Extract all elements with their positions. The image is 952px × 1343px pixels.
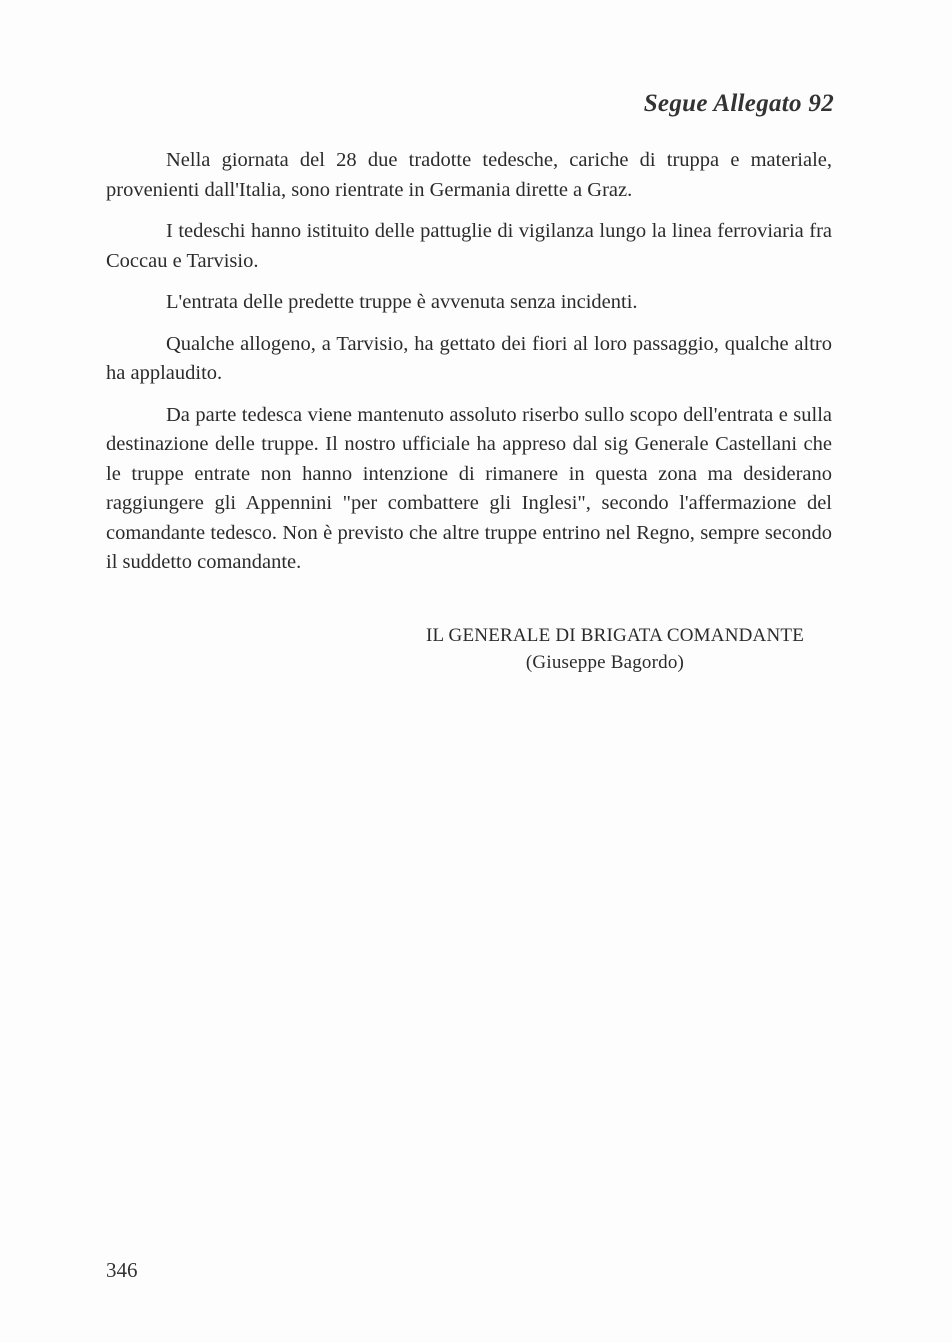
paragraph: I tedeschi hanno istituito delle pattuglie di vigilanza lungo la linea ferroviaria fra Coccau e Tarvisio. [106,220,832,272]
page-number: 346 [106,1258,138,1282]
body-text [106,146,832,590]
paragraph: L'entrata delle predette truppe è avvenuta senza incidenti. [166,291,638,313]
signature-block [330,622,850,676]
paragraph: Qualche allogeno, a Tarvisio, ha gettato dei fiori al loro passaggio, qualche altro ha applaudito. [106,332,832,384]
signature-title: IL GENERALE DI BRIGATA COMANDANTE [425,625,804,646]
paragraph: Nella giornata del 28 due tradotte tedesche, cariche di truppa e materiale, provenienti dall'Italia, sono rientrate in Germania dirette a Graz. [106,149,832,201]
running-head: Segue Allegato 92 [643,90,834,117]
signature-name: (Giuseppe Bagordo) [525,652,685,673]
paragraph: Da parte tedesca viene mantenuto assoluto riserbo sullo scopo dell'entrata e sulla destinazione delle truppe. Il nostro ufficiale ha appreso dal sig Generale Castellani che le truppe entrate non hanno intenzione di rimanere in questa zona ma desiderano raggiungere gli Appennini "per combattere gli Inglesi", secondo l'affermazione del comandante tedesco. Non è previsto che altre truppe entrino nel Regno, sempre secondo il suddetto comandante. [106,403,832,573]
